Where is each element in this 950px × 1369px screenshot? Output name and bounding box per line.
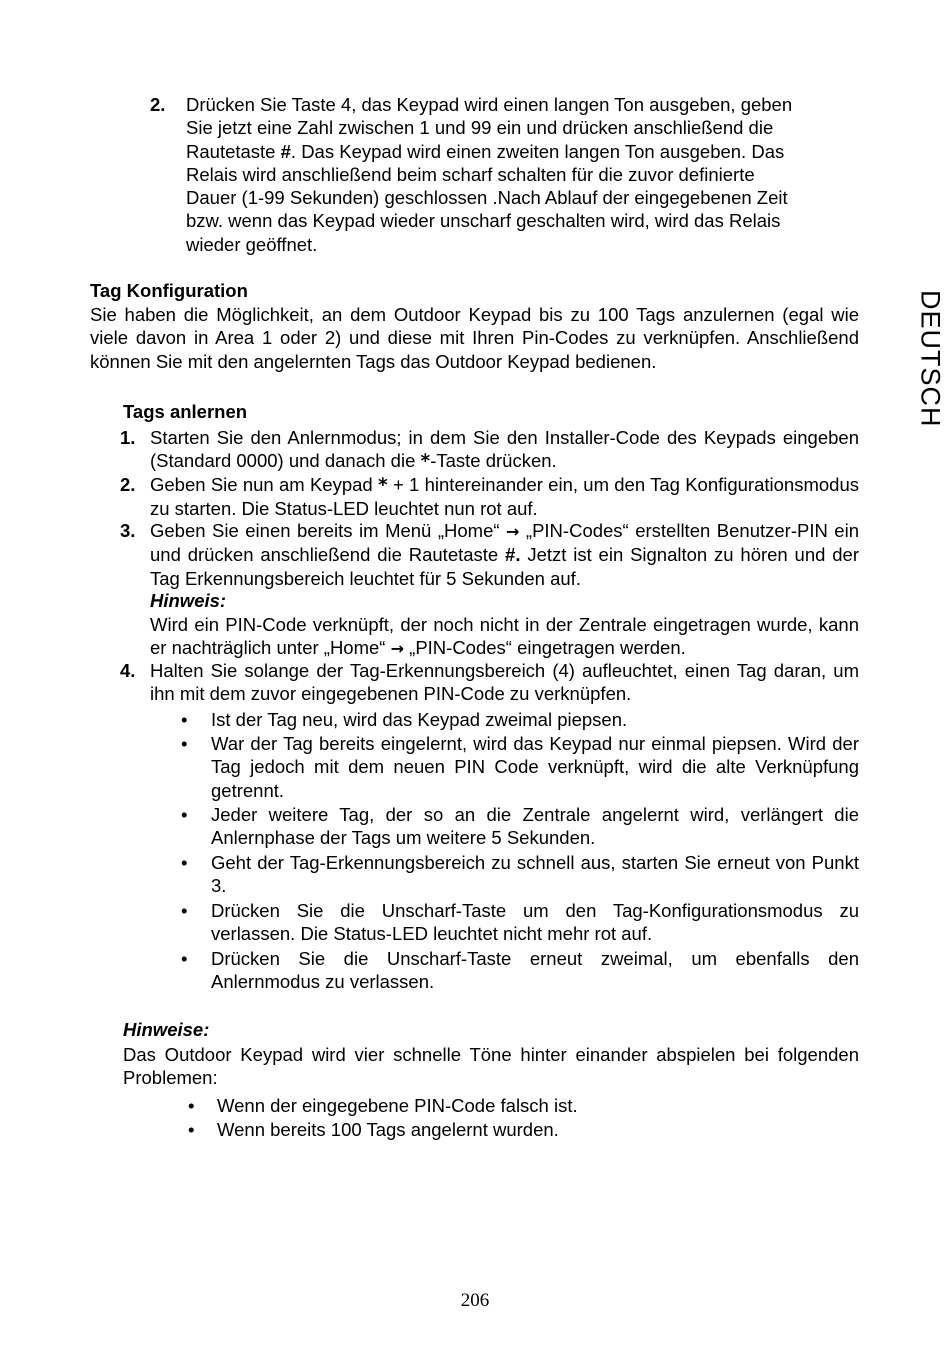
- anlernen-step-3-number: 3.: [120, 520, 136, 541]
- bullet-glyph: •: [181, 852, 188, 873]
- step-3-pre: Geben Sie einen bereits im Menü „Home“: [150, 520, 507, 541]
- list-item: Ist der Tag neu, wird das Keypad zweimal piepsen.: [211, 709, 628, 730]
- step-2-line-3: [186, 140, 876, 163]
- step-1-pre: Starten Sie den Anlernmodus; in dem Sie den Installer-Code des Keypads eingeben (Standard 0000) und danach die: [150, 427, 859, 472]
- hinweise-text: Das Outdoor Keypad wird vier schnelle Töne hinter einander abspielen bei folgenden Problemen:: [123, 1044, 859, 1089]
- anlernen-step-1-number: 1.: [120, 427, 136, 448]
- bullet-glyph: •: [181, 709, 188, 730]
- list-item: Drücken Sie die Unscharf-Taste um den Tag-Konfigurationsmodus zu verlassen. Die Status-LED leuchtet nicht mehr rot auf.: [211, 900, 859, 945]
- anlernen-step-1-text: [150, 426, 859, 474]
- anlernen-step-2-number: 2.: [120, 474, 136, 495]
- tags-anlernen-heading: Tags anlernen: [123, 401, 248, 422]
- list-item: Geht der Tag-Erkennungsbereich zu schnell aus, starten Sie erneut von Punkt 3.: [211, 852, 859, 897]
- star-key-icon: *: [378, 475, 388, 496]
- step-3-post: Jetzt ist ein Signalton zu hören und der Tag Erkennungsbereich leuchtet für 5 Sekunden auf.: [150, 544, 859, 589]
- bullet-glyph: •: [181, 900, 188, 921]
- step-2-number: 2.: [150, 94, 166, 115]
- hinweis-label: Hinweis:: [150, 590, 227, 611]
- list-item: Wenn der eingegebene PIN-Code falsch ist.: [217, 1095, 578, 1116]
- tag-config-paragraph: Sie haben die Möglichkeit, an dem Outdoor Keypad bis zu 100 Tags anzulernen (egal wie viele davon in Area 1 oder 2) und diese mit Ihren Pin-Codes zu verknüpfen. Anschließend können Sie mit den angelernten Tags das Outdoor Keypad bedienen.: [90, 304, 859, 372]
- step-2-line-3b: . Das Keypad wird einen zweiten langen Ton ausgeben. Das: [290, 140, 785, 162]
- step-2-text: [186, 93, 876, 256]
- hash-key: #: [280, 140, 291, 162]
- step-2-line-1: Drücken Sie Taste 4, das Keypad wird einen langen Ton ausgeben, geben: [186, 94, 793, 115]
- bullet-glyph: •: [181, 948, 188, 969]
- step-3-mid: „PIN-Codes“ erstellten Benutzer-PIN ein und drücken anschließend die Rautetaste: [150, 520, 859, 566]
- anlernen-step-2-text: [150, 473, 859, 521]
- step-2-line-5: Dauer (1-99 Sekunden) geschlossen .Nach Ablauf der eingegebenen Zeit: [186, 187, 788, 209]
- anlernen-step-4-text: Halten Sie solange der Tag-Erkennungsbereich (4) aufleuchtet, einen Tag daran, um ihn mit dem zuvor eingegebenen PIN-Code zu verknüpfen.: [150, 660, 859, 705]
- anlernen-step-4-number: 4.: [120, 660, 136, 681]
- step-2-line-4: Relais wird anschließend beim scharf schalten für die zuvor definierte: [186, 163, 755, 185]
- list-item: Drücken Sie die Unscharf-Taste erneut zweimal, um ebenfalls den Anlernmodus zu verlassen.: [211, 948, 859, 993]
- bullet-glyph: •: [181, 733, 188, 754]
- step-1-post: -Taste drücken.: [430, 450, 557, 472]
- arrow-right-icon: →: [506, 522, 520, 541]
- step-2-line-2: Sie jetzt eine Zahl zwischen 1 und 99 ein und drücken anschließend die: [186, 117, 774, 139]
- star-key-icon: *: [420, 451, 431, 473]
- anlernen-step-3-text: [150, 519, 859, 590]
- list-item: War der Tag bereits eingelernt, wird das Keypad nur einmal piepsen. Wird der Tag jedoch mit dem neuen PIN Code verknüpft, wird die alte Verknüpfung getrennt.: [211, 733, 859, 801]
- hinweis-post: „PIN-Codes“ eingetragen werden.: [404, 637, 686, 659]
- bullet-glyph: •: [181, 804, 188, 825]
- tag-config-heading: Tag Konfiguration: [90, 280, 248, 301]
- hash-key: #.: [505, 544, 521, 566]
- hinweise-label: Hinweise:: [123, 1019, 210, 1040]
- bullet-glyph: •: [188, 1095, 195, 1116]
- hinweis-text: [150, 613, 859, 661]
- step-2b-post: + 1 hintereinander ein, um den Tag Konfigurationsmodus zu starten. Die Status-LED leuchtet nun rot auf.: [150, 474, 859, 520]
- step-2b-pre: Geben Sie nun am Keypad: [150, 474, 378, 495]
- step-2-line-3a: Rautetaste: [186, 140, 281, 162]
- list-item: Jeder weitere Tag, der so an die Zentrale angelernt wird, verlängert die Anlernphase der Tags um weitere 5 Sekunden.: [211, 804, 859, 849]
- arrow-right-icon: →: [390, 639, 405, 659]
- hinweis-pre: Wird ein PIN-Code verknüpft, der noch nicht in der Zentrale eingetragen wurde, kann er nachträglich unter „Home“: [150, 614, 859, 659]
- list-item: Wenn bereits 100 Tags angelernt wurden.: [217, 1119, 559, 1140]
- page-number: 206: [460, 1290, 490, 1311]
- bullet-glyph: •: [188, 1119, 195, 1140]
- step-2-line-6: bzw. wenn das Keypad wieder unscharf geschalten wird, wird das Relais: [186, 210, 781, 232]
- language-side-label: DEUTSCH: [915, 290, 946, 428]
- step-2-line-7: wieder geöffnet.: [186, 233, 318, 255]
